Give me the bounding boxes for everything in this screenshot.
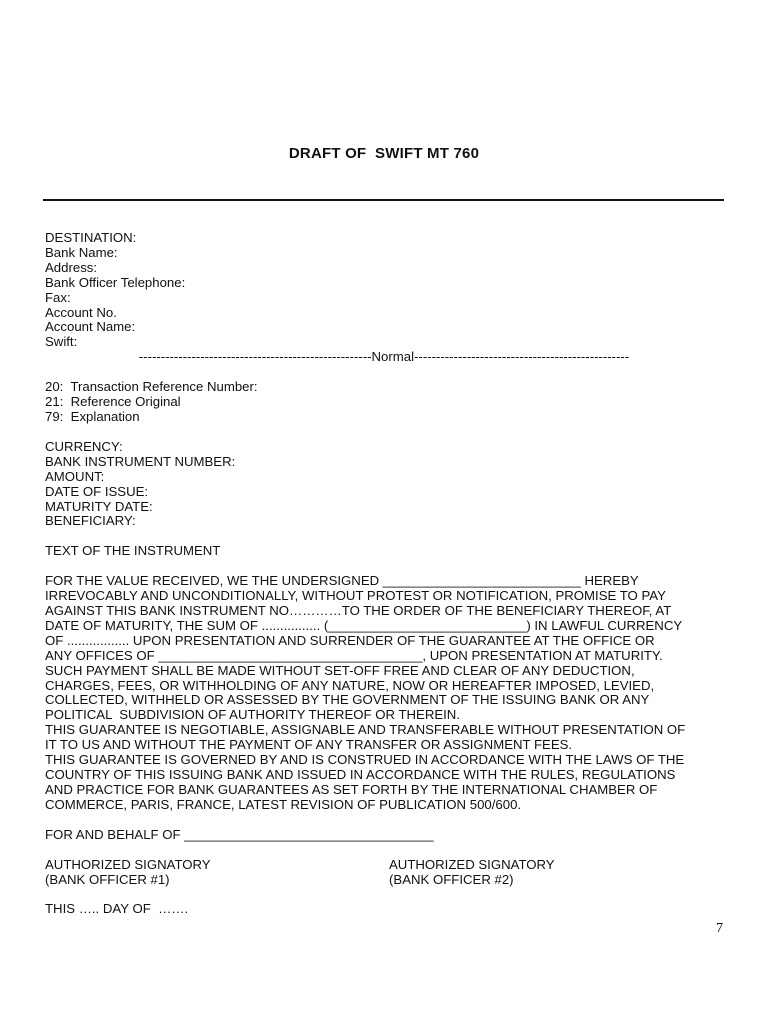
body-line: SUCH PAYMENT SHALL BE MADE WITHOUT SET-OFF FREE AND CLEAR OF ANY DEDUCTION, xyxy=(45,662,635,678)
body-line: AND PRACTICE FOR BANK GUARANTEES AS SET FORTH BY THE INTERNATIONAL CHAMBER OF xyxy=(45,781,658,797)
field-bank-instrument-number: BANK INSTRUMENT NUMBER: xyxy=(45,453,236,469)
spacer xyxy=(45,365,723,380)
document-body xyxy=(45,231,723,917)
signatory-2 xyxy=(389,858,555,888)
field-fax: Fax: xyxy=(45,289,71,305)
field-maturity-date: MATURITY DATE: xyxy=(45,498,153,514)
field-date-of-issue: DATE OF ISSUE: xyxy=(45,483,149,499)
body-line: FOR THE VALUE RECEIVED, WE THE UNDERSIGNED ___________________________ HEREBY xyxy=(45,573,639,589)
tag-21-line: 21: Reference Original xyxy=(45,394,181,410)
field-swift: Swift: xyxy=(45,334,78,350)
document-title: DRAFT OF SWIFT MT 760 xyxy=(288,145,480,162)
title-divider xyxy=(43,199,724,201)
normal-separator: -----------------------------------------------------Normal------------------------------------------------- xyxy=(138,349,630,365)
field-currency: CURRENCY: xyxy=(45,438,123,454)
field-account-name: Account Name: xyxy=(45,319,136,335)
body-line: DATE OF MATURITY, THE SUM OF ................ (___________________________) IN LAWFUL CURRENCY xyxy=(45,617,683,633)
for-and-behalf-line: FOR AND BEHALF OF __________________________________ xyxy=(45,826,434,842)
tag-20-line: 20: Transaction Reference Number: xyxy=(45,379,258,395)
spacer xyxy=(45,813,723,828)
instrument-fields xyxy=(45,440,723,529)
field-bank-name: Bank Name: xyxy=(45,244,118,260)
date-line: THIS ….. DAY OF ……. xyxy=(45,901,189,917)
field-account-no: Account No. xyxy=(45,304,117,320)
field-destination: DESTINATION: xyxy=(45,230,137,245)
signatory-1-role: (BANK OFFICER #1) xyxy=(45,871,170,887)
signatory-row xyxy=(45,858,723,888)
body-line: THIS GUARANTEE IS NEGOTIABLE, ASSIGNABLE AND TRANSFERABLE WITHOUT PRESENTATION OF xyxy=(45,722,686,738)
swift-tag-lines xyxy=(45,380,723,425)
signatory-1 xyxy=(45,858,389,888)
body-line: ANY OFFICES OF ____________________________________, UPON PRESENTATION AT MATURITY. xyxy=(45,647,663,663)
body-line: POLITICAL SUBDIVISION OF AUTHORITY THEREOF OR THEREIN. xyxy=(45,707,460,723)
tag-79-line: 79: Explanation xyxy=(45,408,140,424)
body-line: IT TO US AND WITHOUT THE PAYMENT OF ANY TRANSFER OR ASSIGNMENT FEES. xyxy=(45,737,573,753)
body-line: CHARGES, FEES, OR WITHHOLDING OF ANY NATURE, NOW OR HEREAFTER IMPOSED, LEVIED, xyxy=(45,677,655,693)
spacer xyxy=(45,559,723,574)
signatory-1-title: AUTHORIZED SIGNATORY xyxy=(45,856,211,872)
body-line: COUNTRY OF THIS ISSUING BANK AND ISSUED IN ACCORDANCE WITH THE RULES, REGULATIONS xyxy=(45,767,676,782)
signatory-2-role: (BANK OFFICER #2) xyxy=(389,871,514,887)
field-bank-officer-telephone: Bank Officer Telephone: xyxy=(45,274,186,290)
spacer xyxy=(45,887,723,902)
spacer xyxy=(45,843,723,858)
instrument-text xyxy=(45,574,723,813)
field-amount: AMOUNT: xyxy=(45,468,105,484)
header-fields xyxy=(45,231,723,350)
body-line: THIS GUARANTEE IS GOVERNED BY AND IS CONSTRUED IN ACCORDANCE WITH THE LAWS OF THE xyxy=(45,752,685,768)
spacer xyxy=(45,529,723,544)
spacer xyxy=(45,425,723,440)
field-beneficiary: BENEFICIARY: xyxy=(45,513,136,529)
body-line: OF ................. UPON PRESENTATION AND SURRENDER OF THE GUARANTEE AT THE OFFICE OR xyxy=(45,632,655,648)
page-number: 7 xyxy=(716,921,723,936)
field-address: Address: xyxy=(45,259,98,275)
body-line: COMMERCE, PARIS, FRANCE, LATEST REVISION OF PUBLICATION 500/600. xyxy=(45,796,522,812)
text-heading: TEXT OF THE INSTRUMENT xyxy=(45,543,221,559)
body-line: IRREVOCABLY AND UNCONDITIONALLY, WITHOUT PROTEST OR NOTIFICATION, PROMISE TO PAY xyxy=(45,588,666,604)
signatory-2-title: AUTHORIZED SIGNATORY xyxy=(389,856,555,872)
body-line: AGAINST THIS BANK INSTRUMENT NO…………TO THE ORDER OF THE BENEFICIARY THEREOF, AT xyxy=(45,603,672,619)
body-line: COLLECTED, WITHHELD OR ASSESSED BY THE GOVERNMENT OF THE ISSUING BANK OR ANY xyxy=(45,692,650,708)
